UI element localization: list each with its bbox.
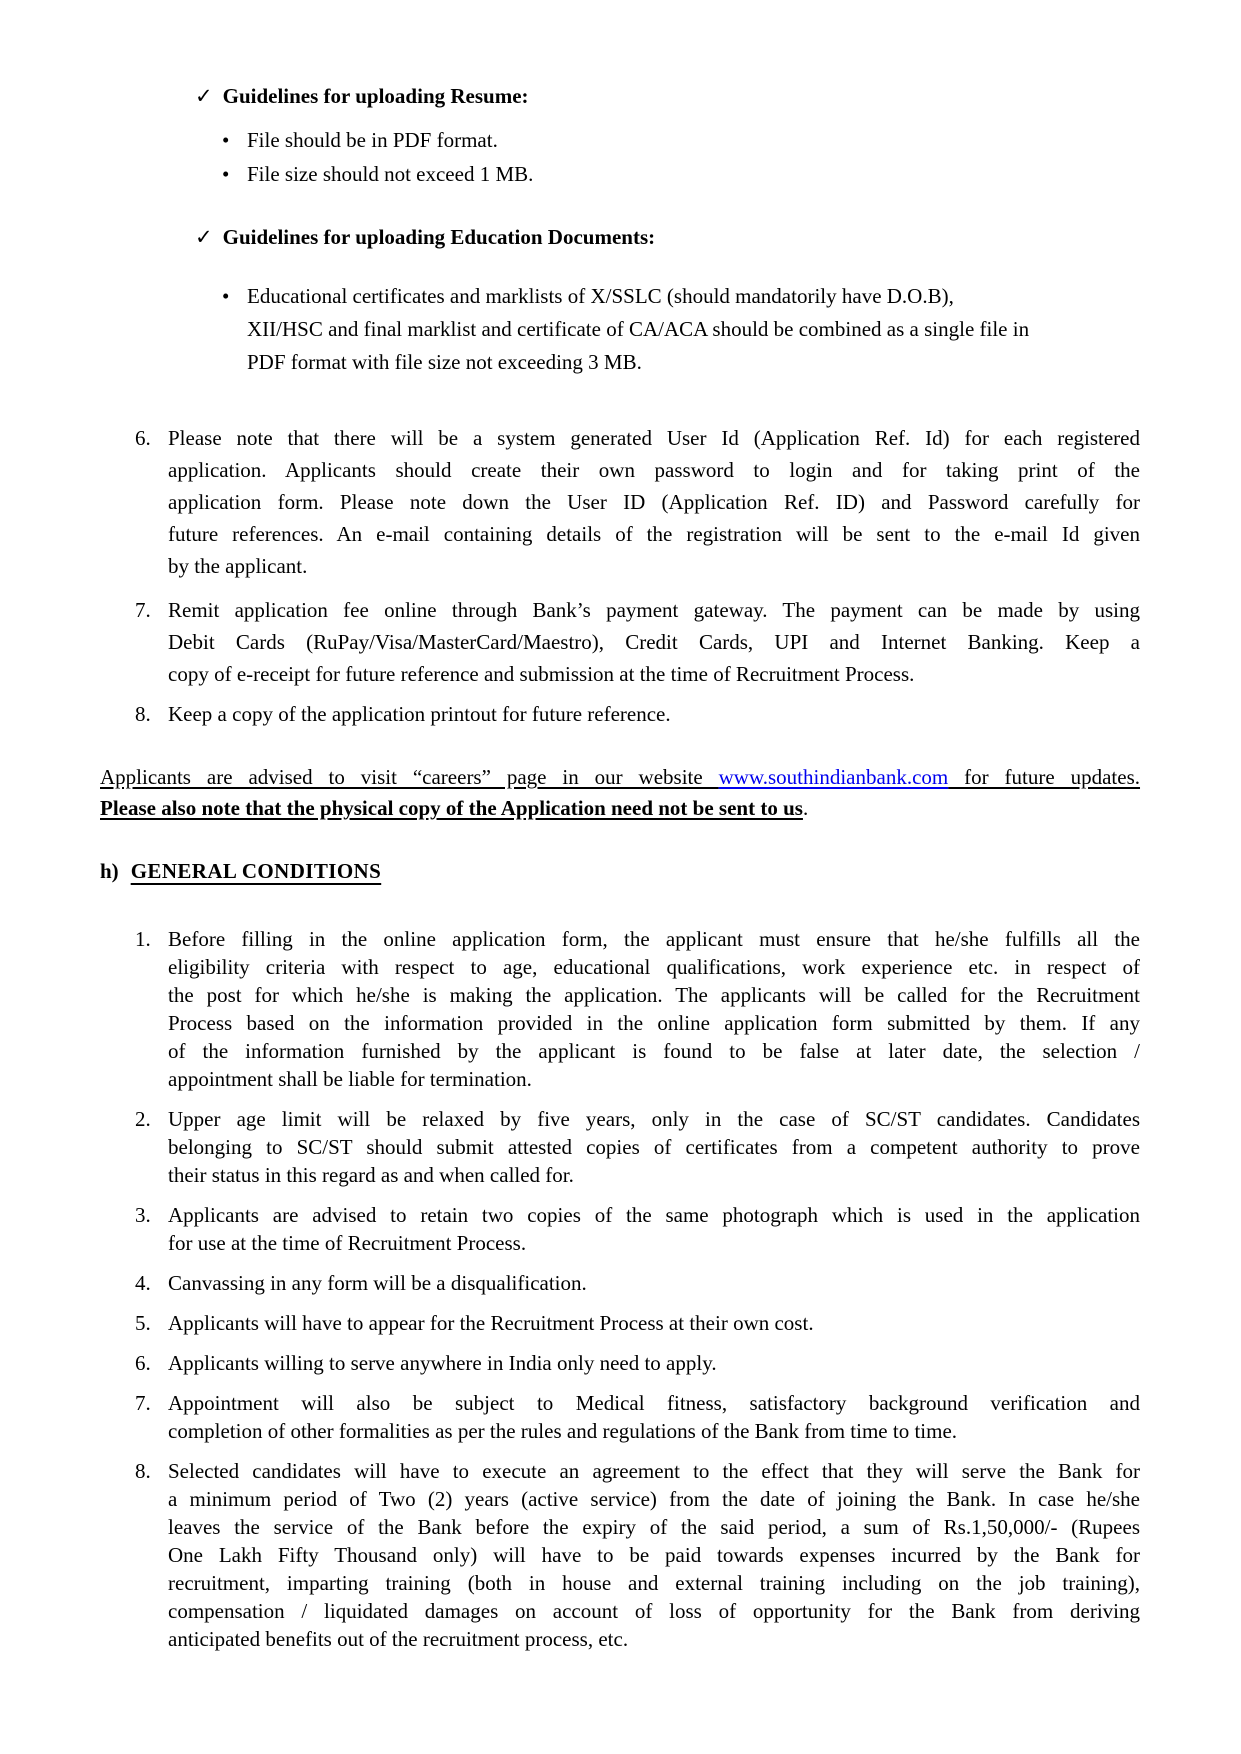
item-number: 6.: [135, 1351, 151, 1375]
general-conditions-heading: [100, 856, 1140, 886]
paragraph-line: future references. An e-mail containing details of the registration will be sent to the e-mail Id given: [168, 522, 1140, 546]
condition-item-6: [100, 1349, 1140, 1377]
note-item-7: [100, 594, 1140, 690]
item-number: 6.: [135, 426, 151, 450]
note-item-8: [100, 698, 1140, 730]
resume-guidelines-heading: [195, 80, 1140, 113]
paragraph-line: XII/HSC and final marklist and certificate of CA/ACA should be combined as a single file in: [247, 317, 1030, 341]
advisory-line-2: [100, 793, 1140, 824]
paragraph-line: appointment shall be liable for termination.: [168, 1067, 532, 1091]
paragraph-line: Process based on the information provided in the online application form submitted by them. If any: [168, 1011, 1140, 1035]
paragraph-line: Appointment will also be subject to Medical fitness, satisfactory background verification and: [168, 1391, 1140, 1415]
section-title: GENERAL CONDITIONS: [130, 859, 382, 883]
paragraph-line: a minimum period of Two (2) years (active service) from the date of joining the Bank. In case he/she: [168, 1487, 1140, 1511]
advisory-paragraph: [100, 762, 1140, 824]
paragraph-line: recruitment, imparting training (both in house and external training including on the job training),: [168, 1571, 1140, 1595]
advisory-text-before-link: Applicants are advised to visit “careers” page in our website: [100, 765, 719, 789]
paragraph-line: Before filling in the online application form, the applicant must ensure that he/she fulfills all the: [168, 927, 1140, 951]
paragraph-line: Upper age limit will be relaxed by five years, only in the case of SC/ST candidates. Candidates: [168, 1107, 1140, 1131]
bullet-text: File size should not exceed 1 MB.: [247, 162, 534, 186]
bullet-text: File should be in PDF format.: [247, 128, 498, 152]
education-guidelines-heading-text: Guidelines for uploading Education Documents:: [222, 225, 656, 249]
paragraph-line: Selected candidates will have to execute an agreement to the effect that they will serve the Bank for: [168, 1459, 1140, 1483]
paragraph-line: their status in this regard as and when called for.: [168, 1163, 574, 1187]
advisory-text-after-link: for future updates.: [948, 765, 1141, 789]
paragraph-line: belonging to SC/ST should submit attested copies of certificates from a competent authority to prove: [168, 1135, 1140, 1159]
advisory-bold-note: Please also note that the physical copy of the Application need not be sent to us: [100, 796, 803, 820]
paragraph-line: by the applicant.: [168, 554, 308, 578]
paragraph-line: for use at the time of Recruitment Process.: [168, 1231, 527, 1255]
paragraph-line: Please note that there will be a system generated User Id (Application Ref. Id) for each registered: [168, 426, 1140, 450]
resume-guidelines-heading-text: Guidelines for uploading Resume:: [222, 84, 529, 108]
paragraph-line: Debit Cards (RuPay/Visa/MasterCard/Maestro), Credit Cards, UPI and Internet Banking. Keep a: [168, 630, 1140, 654]
item-number: 8.: [135, 1459, 151, 1483]
paragraph-line: application form. Please note down the User ID (Application Ref. ID) and Password carefully for: [168, 490, 1140, 514]
item-number: 4.: [135, 1271, 151, 1295]
checkmark-icon: ✓: [195, 225, 213, 249]
condition-item-4: [100, 1269, 1140, 1297]
paragraph-line: anticipated benefits out of the recruitment process, etc.: [168, 1627, 629, 1651]
condition-item-8: [100, 1457, 1140, 1653]
general-conditions-list: [100, 925, 1140, 1653]
item-number: 8.: [135, 702, 151, 726]
paragraph-line: application. Applicants should create their own password to login and for taking print of the: [168, 458, 1140, 482]
website-link[interactable]: www.southindianbank.com: [718, 765, 949, 789]
list-item: [222, 157, 1140, 191]
condition-item-7: [100, 1389, 1140, 1445]
paragraph-line: Keep a copy of the application printout for future reference.: [168, 702, 671, 726]
list-item: [222, 123, 1140, 157]
paragraph-line: One Lakh Fifty Thousand only) will have to be paid towards expenses incurred by the Bank for: [168, 1543, 1140, 1567]
paragraph-line: Remit application fee online through Bank’s payment gateway. The payment can be made by using: [168, 598, 1140, 622]
paragraph-line: completion of other formalities as per the rules and regulations of the Bank from time to time.: [168, 1419, 958, 1443]
bullet-icon: •: [222, 284, 230, 308]
advisory-period: .: [802, 796, 809, 820]
item-number: 1.: [135, 927, 151, 951]
condition-item-5: [100, 1309, 1140, 1337]
paragraph-line: compensation / liquidated damages on account of loss of opportunity for the Bank from deriving: [168, 1599, 1140, 1623]
paragraph-line: the post for which he/she is making the application. The applicants will be called for the Recruitment: [168, 983, 1140, 1007]
paragraph-line: Applicants willing to serve anywhere in India only need to apply.: [168, 1351, 717, 1375]
paragraph-line: leaves the service of the Bank before the expiry of the said period, a sum of Rs.1,50,000/- (Rupees: [168, 1515, 1140, 1539]
note-item-6: [100, 422, 1140, 582]
education-bullet-paragraph: [222, 280, 1140, 379]
paragraph-line: Applicants will have to appear for the Recruitment Process at their own cost.: [168, 1311, 814, 1335]
resume-bullet-list: [222, 123, 1140, 191]
checkmark-icon: ✓: [195, 84, 213, 108]
paragraph-line: eligibility criteria with respect to age, educational qualifications, work experience etc. in respect of: [168, 955, 1140, 979]
item-number: 3.: [135, 1203, 151, 1227]
item-number: 7.: [135, 1391, 151, 1415]
paragraph-line: Educational certificates and marklists of X/SSLC (should mandatorily have D.O.B),: [247, 284, 954, 308]
item-number: 7.: [135, 598, 151, 622]
bullet-icon: •: [222, 128, 230, 152]
paragraph-line: copy of e-receipt for future reference and submission at the time of Recruitment Process.: [168, 662, 915, 686]
education-guidelines-heading: [195, 221, 1140, 254]
paragraph-line: PDF format with file size not exceeding 3 MB.: [247, 350, 642, 374]
item-number: 5.: [135, 1311, 151, 1335]
numbered-notes-list: [100, 422, 1140, 730]
condition-item-1: [100, 925, 1140, 1093]
paragraph-line: of the information furnished by the applicant is found to be false at later date, the selection /: [168, 1039, 1140, 1063]
condition-item-2: [100, 1105, 1140, 1189]
item-number: 2.: [135, 1107, 151, 1131]
condition-item-3: [100, 1201, 1140, 1257]
section-label: h): [100, 859, 119, 883]
bullet-icon: •: [222, 162, 230, 186]
paragraph-line: Applicants are advised to retain two copies of the same photograph which is used in the application: [168, 1203, 1140, 1227]
paragraph-line: Canvassing in any form will be a disqualification.: [168, 1271, 587, 1295]
advisory-line-1: [100, 762, 1140, 793]
